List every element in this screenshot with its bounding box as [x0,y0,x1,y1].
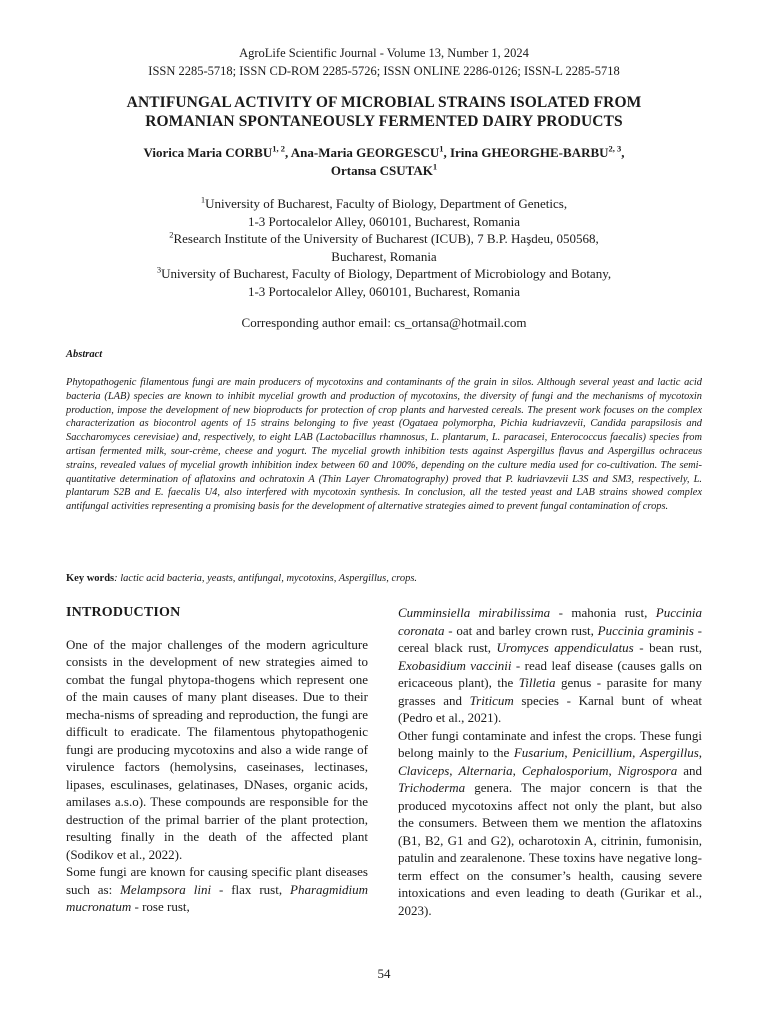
author-affil-mark: 1 [439,143,444,154]
keywords-label: Key words [66,573,115,584]
affiliation-2: $^2$Research Institute of the University of Bucharest (ICUB), 7 B.P. Haşdeu, 050568, Bucharest, Romania [169,229,599,264]
affiliation-1: $^1$University of Bucharest, Faculty of Biology, Department of Genetics, 1-3 Portocalelor Alley, 060101, Bucharest, Romania [200,194,568,229]
section-heading-introduction: INTRODUCTION [66,605,181,620]
abstract-text: Phytopathogenic filamentous fungi are main producers of mycotoxins and contaminants of the grain in silos. Although several yeast and lactic acid bacteria (LAB) species are known to inhibit mycelial growth and production of mycotoxins, the diversity of fungi and the mechanisms of mycotoxin production, impose the development of new bioproducts for protection of crop plants and harvested cereals. The present work focuses on the complex characterization as biocontrol agents of 15 strains belonging to five yeast (Ogataea polymorpha, Pichia kudriavzevii, Candida parapsilosis and Saccharomyces cerevisiae) and, respectively, to eight LAB (Lactobacillus rhamnosus, L. plantarum, L. paracasei, Enterococcus faecalis) species from artisan fermented milk, sour-crème, cheese and yogurt. The mycelial growth inhibition tests against Aspergillus flavus and Aspergillus ochraceus strains, revealed values of mycelial growth inhibition index between 60 and 100%, depending on the culture media used for co-cultivation. The semi-quantitative determination of aflatoxins and ochratoxin A (Thin Layer Chromatography) proved that P. kudriavzevii L3S and SM3, respectively, L. plantarum S2B and E. faecalis U4, also interfered with mycotoxin synthesis. In conclusion, all the tested yeast and LAB strains showed complex antifungal activities representing a promising basis for the development of alternative strategies aimed to prevent fungal contamination of crops. [66,377,702,513]
intro-paragraph-3: Other fungi contaminate and infest the crops. These fungi belong mainly to the Fusarium, Penicillium, Aspergillus, Claviceps, Alternaria, Cephalosporium, Nigrospora and Trichoderma genera. The major concern is that the produced mycotoxins affect not only the plant, but also the consumers. Between them we mention the aflatoxins (B1, B2, G1 and G2), ocharotoxin A, citrinin, fumonisin, patulin and zearalenone. These toxins have negative long-term effect on the consumer’s health, causing severe intoxications and even leading to death (Gurikar et al., 2023). [398,727,703,918]
author-affil-mark: 1, 2 [272,143,285,154]
author-affil-mark: 2, 3 [608,143,622,154]
intro-paragraph-2: Some fungi are known for causing specific plant diseases such as: Melampsora lini - flax rust, Pharagmidium mucronatum - rose rust, [66,864,368,914]
title-line-1: ANTIFUNGAL ACTIVITY OF MICROBIAL STRAINS ISOLATED FROM [126,94,642,111]
intro-paragraph-2-continued: Cumminsiella mirabilissima - mahonia rust, Puccinia coronata - oat and barley crown rust, Puccinia graminis - cereal black rust, Uromyces appendiculatus - bean rust, Exobasidium vaccinii - read leaf disease (causes galls on ericaceous plant), the Tilletia genus - parasite for many grasses and Triticum species - Karnal bunt of wheat (Pedro et al., 2021). [398,605,703,725]
author-name: Viorica Maria CORBU [143,145,273,160]
keywords-list: : lactic acid bacteria, yeasts, antifungal, mycotoxins, Aspergillus, crops. [114,573,418,584]
right-column [398,604,702,919]
affiliation-3: $^3$University of Bucharest, Faculty of Biology, Department of Microbiology and Botany, 1-3 Portocalelor Alley, 060101, Bucharest, Romania [156,265,612,299]
author-list: Viorica Maria CORBU$^{1, 2}$, Ana-Maria GEORGESCU$^1$, Irina GHEORGHE-BARBU$^{2, 3}$, Ortansa CSUTAK$^1$ [143,143,625,178]
affiliations [90,195,678,301]
author-affil-mark: 1 [432,161,438,172]
keywords [66,573,702,584]
author-name: Ana-Maria GEORGESCU [290,145,440,160]
title-line-2: ROMANIAN SPONTANEOUSLY FERMENTED DAIRY PRODUCTS [145,113,623,130]
journal-header [0,44,768,80]
abstract-heading: Abstract [66,349,103,360]
author-name: Ortansa CSUTAK [330,163,433,178]
issn-line: ISSN 2285-5718; ISSN CD-ROM 2285-5726; ISSN ONLINE 2286-0126; ISSN-L 2285-5718 [148,64,620,78]
journal-name: AgroLife Scientific Journal - Volume 13, Number 1, 2024 [239,46,529,60]
author-name: Irina GHEORGHE-BARBU [449,145,609,160]
paper-title [40,93,728,131]
left-column [66,604,368,916]
intro-paragraph-1: One of the major challenges of the modern agriculture consists in the development of new strategies aimed to combat the fungal phytopa-thogens which represent one of the main causes of many plant diseases. Due to their mecha-nisms of spreading and reproduction, the fungi are difficult to eradicate. The filamentous phytopathogenic fungi are producing mycotoxins and also a wide range of virulence factors (hemolysins, caseinases, lectinases, lipases, esculinases, gelatinases, DNases, organic acids, amilases a.s.o). These compounds are responsible for the destruction of the primal barrier of the plant protection, resulting finally in the death of the affected plant (Sodikov et al., 2022). [66,636,368,862]
corresponding-author-email: Corresponding author email: cs_ortansa@hotmail.com [241,315,527,330]
page-number: 54 [377,966,391,981]
